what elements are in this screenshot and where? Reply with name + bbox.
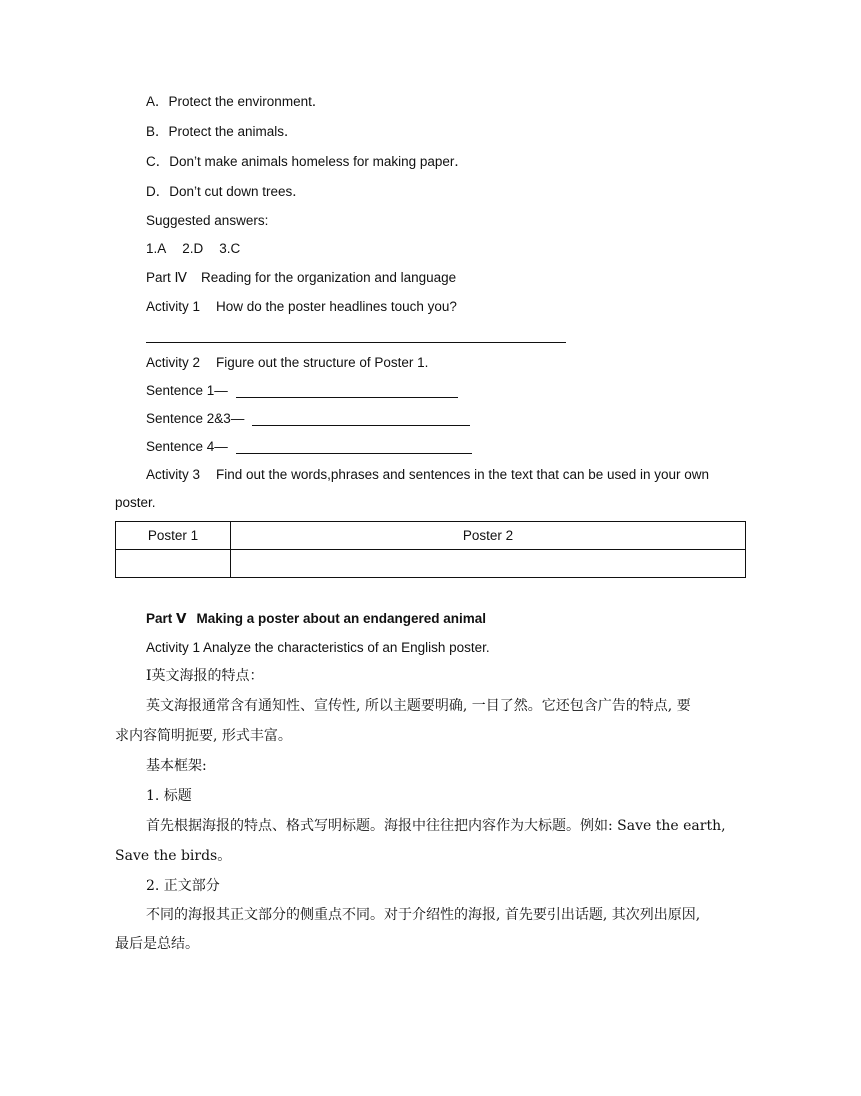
table-header-poster-2: Poster 2 xyxy=(231,522,746,550)
part-5-activity-1: Activity 1 Analyze the characteristics of an English poster. xyxy=(146,640,490,655)
framework-label: 基本框架: xyxy=(146,758,207,774)
sentence-3-label: Sentence 4— xyxy=(146,439,228,454)
activity-3-label: Activity 3 xyxy=(146,467,201,482)
part-4-label: Part Ⅳ xyxy=(146,270,187,285)
paragraph-3-line-1: 不同的海报其正文部分的侧重点不同。对于介绍性的海报, 首先要引出话题, 其次列出原因, xyxy=(146,907,701,923)
item-2-title: 2. 正文部分 xyxy=(146,878,220,894)
table-header-row xyxy=(116,522,746,550)
part-4-activity-3 xyxy=(146,466,709,484)
part-4-activity-2 xyxy=(146,354,428,372)
part-4-title: Reading for the organization and language xyxy=(200,270,457,285)
activity-2-label: Activity 2 xyxy=(146,355,201,370)
sentence-2-label: Sentence 2&3— xyxy=(146,411,245,426)
suggested-answers-values xyxy=(146,240,240,258)
part-4-activity-1 xyxy=(146,298,457,316)
table-cell-poster-1 xyxy=(116,550,231,578)
activity-1-text: How do the poster headlines touch you? xyxy=(216,299,457,314)
part-4-heading xyxy=(146,269,456,287)
activity-1-label: Activity 1 xyxy=(146,299,201,314)
sentence-2-blank xyxy=(252,411,470,426)
sentence-row-3 xyxy=(146,438,472,456)
paragraph-3-line-2: 最后是总结。 xyxy=(115,936,199,952)
option-d: D．Don’t cut down trees． xyxy=(146,184,306,199)
poster-table xyxy=(115,521,746,578)
section-heading: Ⅰ英文海报的特点： xyxy=(146,668,264,684)
activity-2-text: Figure out the structure of Poster 1. xyxy=(216,355,429,370)
sentence-3-blank xyxy=(236,439,472,454)
sentence-1-label: Sentence 1— xyxy=(146,383,228,398)
part-5-label: Part Ⅴ xyxy=(146,611,187,626)
table-cell-poster-2 xyxy=(231,550,746,578)
suggested-answers-label: Suggested answers: xyxy=(146,213,269,228)
sentence-row-2 xyxy=(146,410,470,428)
activity-3-text-cont: poster. xyxy=(115,495,156,510)
answer-2: 2.D xyxy=(182,241,204,256)
option-b: B．Protect the animals． xyxy=(146,124,298,139)
item-1-title: 1. 标题 xyxy=(146,788,192,804)
part-5-title: Making a poster about an endangered animal xyxy=(196,611,487,626)
answer-3: 3.C xyxy=(219,241,241,256)
sentence-1-blank xyxy=(236,383,458,398)
answer-1: 1.A xyxy=(146,241,167,256)
answer-blank-line xyxy=(146,342,566,343)
paragraph-2-line-1: 首先根据海报的特点、格式写明标题。海报中往往把内容作为大标题。例如: Save the earth, xyxy=(146,818,726,834)
table-row xyxy=(116,550,746,578)
option-c: C．Don’t make animals homeless for making paper． xyxy=(146,154,468,169)
part-5-heading xyxy=(146,610,486,628)
paragraph-1-line-1: 英文海报通常含有通知性、宣传性, 所以主题要明确, 一目了然。它还包含广告的特点, 要 xyxy=(146,698,691,714)
activity-3-text: Find out the words,phrases and sentences in the text that can be used in your own xyxy=(216,467,710,482)
table-header-poster-1: Poster 1 xyxy=(116,522,231,550)
paragraph-2-line-2: Save the birds。 xyxy=(115,848,232,864)
option-a: A．Protect the environment． xyxy=(146,94,326,109)
paragraph-1-line-2: 求内容简明扼要, 形式丰富。 xyxy=(115,728,292,744)
sentence-row-1 xyxy=(146,382,458,400)
